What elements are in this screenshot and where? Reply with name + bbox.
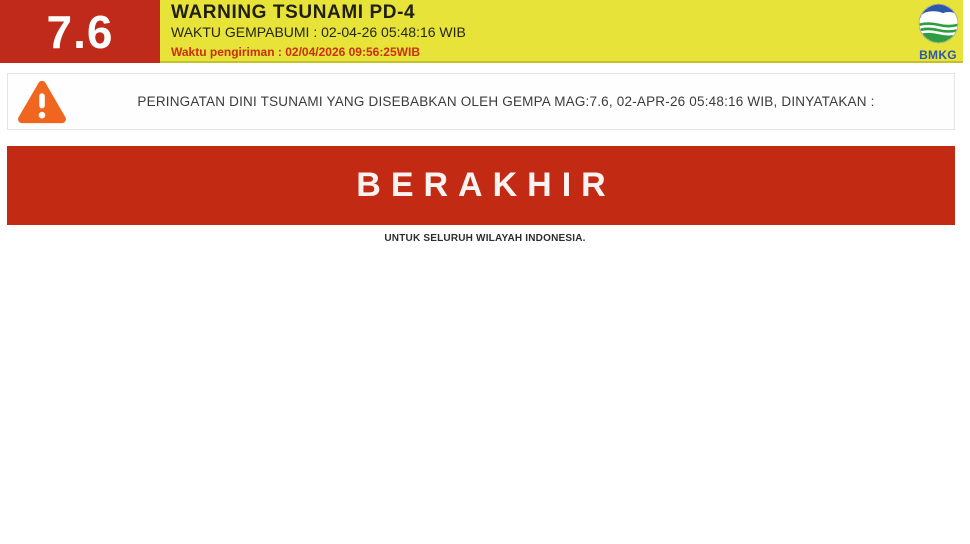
sent-time-text: Waktu pengiriman : 02/04/2026 09:56:25WIB: [171, 44, 420, 59]
warning-triangle-icon: [16, 79, 68, 124]
magnitude-badge: [0, 0, 160, 63]
header-yellow-area: [160, 0, 963, 63]
notice-text: PERINGATAN DINI TSUNAMI YANG DISEBABKAN OLEH GEMPA MAG:7.6, 02-APR-26 05:48:16 WIB, DINYATAKAN :: [137, 94, 875, 109]
quake-time-text: WAKTU GEMPABUMI : 02-04-26 05:48:16 WIB: [171, 24, 466, 41]
bmkg-logo-icon: [918, 31, 959, 48]
tsunami-warning-page: [0, 0, 970, 244]
status-banner: [7, 146, 955, 225]
status-scope: UNTUK SELURUH WILAYAH INDONESIA.: [384, 233, 586, 244]
magnitude-value: 7.6: [46, 5, 114, 58]
notice-box: [7, 73, 955, 130]
bmkg-logo-label: BMKG: [919, 48, 957, 62]
status-label: BERAKHIR: [356, 166, 616, 204]
header-banner: [0, 0, 970, 63]
bmkg-logo: [916, 3, 960, 61]
warning-title: WARNING TSUNAMI PD-4: [171, 2, 416, 24]
